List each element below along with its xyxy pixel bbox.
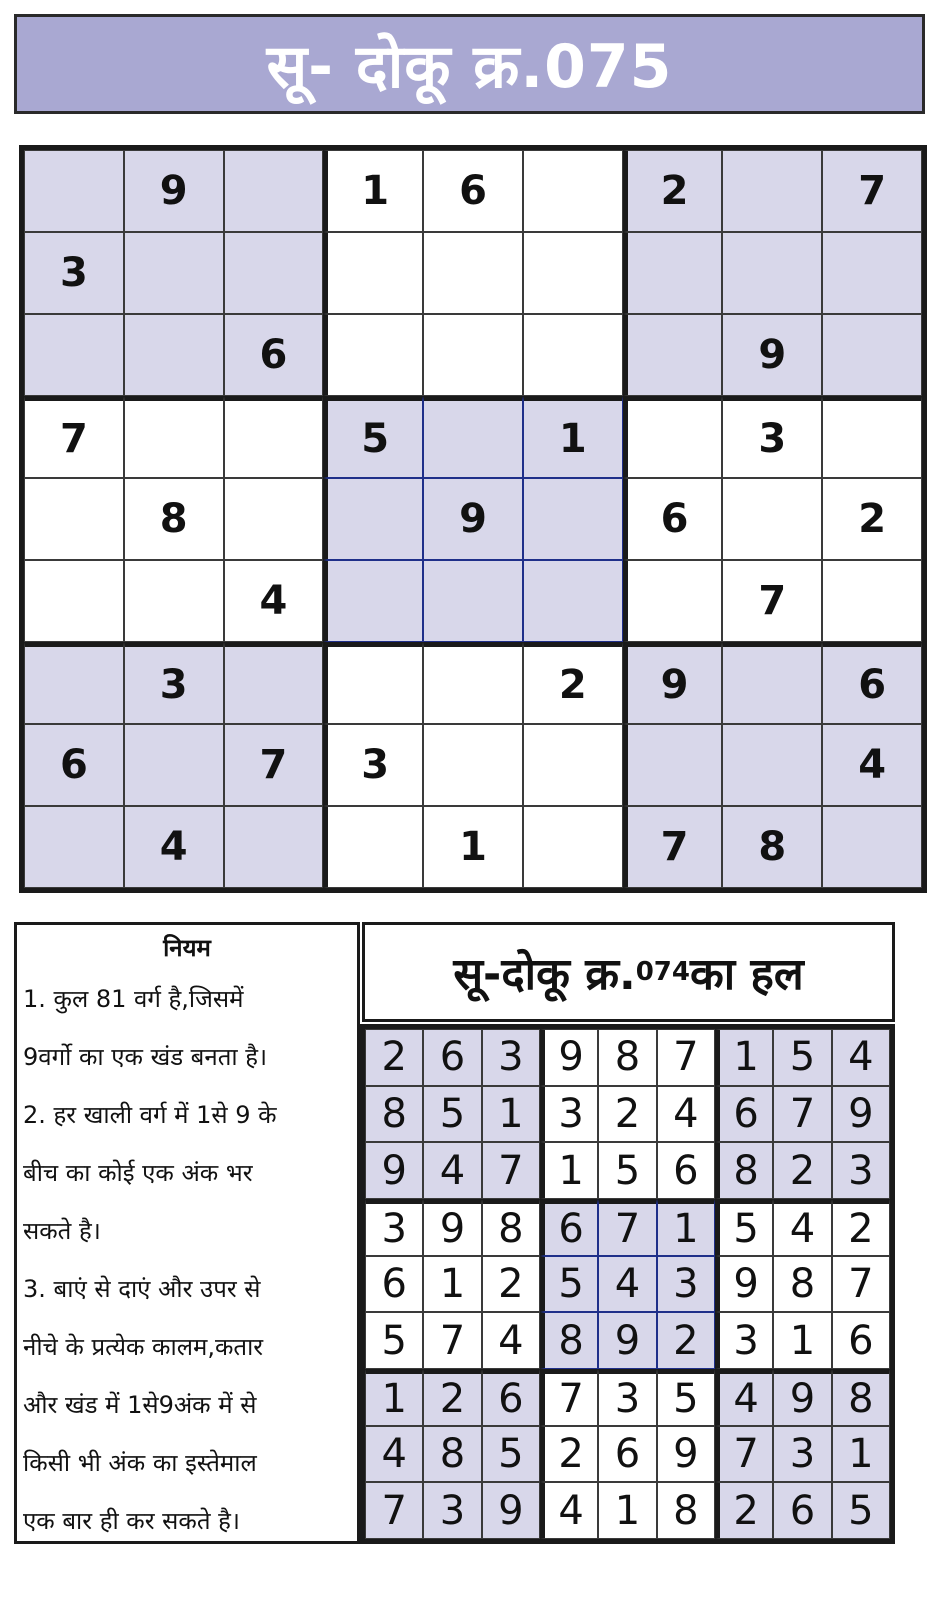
- puzzle-cell[interactable]: 7: [24, 396, 124, 478]
- solution-cell: 6: [540, 1199, 598, 1256]
- puzzle-title: सू- दोकू क्र.075: [266, 32, 673, 102]
- solution-cell: 2: [715, 1482, 773, 1539]
- puzzle-cell[interactable]: 6: [423, 150, 523, 232]
- solution-cell: 1: [715, 1029, 773, 1086]
- puzzle-cell[interactable]: 7: [722, 560, 822, 642]
- puzzle-cell[interactable]: 1: [323, 150, 423, 232]
- puzzle-cell[interactable]: 6: [822, 642, 922, 724]
- puzzle-cell[interactable]: 3: [323, 724, 423, 806]
- solution-cell: 5: [657, 1369, 715, 1426]
- sudoku-puzzle-grid: [19, 145, 927, 893]
- puzzle-cell[interactable]: [124, 396, 224, 478]
- puzzle-cell[interactable]: [24, 478, 124, 560]
- solution-cell: 3: [657, 1256, 715, 1313]
- puzzle-cell[interactable]: [722, 642, 822, 724]
- puzzle-cell[interactable]: [822, 560, 922, 642]
- puzzle-cell[interactable]: [24, 560, 124, 642]
- puzzle-cell[interactable]: 3: [24, 232, 124, 314]
- solution-cell: 9: [832, 1086, 890, 1143]
- puzzle-cell[interactable]: [423, 724, 523, 806]
- solution-cell: 9: [423, 1199, 481, 1256]
- puzzle-cell[interactable]: [623, 232, 723, 314]
- puzzle-cell[interactable]: [323, 560, 423, 642]
- solution-cell: 8: [482, 1199, 540, 1256]
- puzzle-cell[interactable]: 7: [822, 150, 922, 232]
- puzzle-cell[interactable]: [24, 314, 124, 396]
- solution-cell: 1: [540, 1142, 598, 1199]
- solution-cell: 2: [773, 1142, 831, 1199]
- puzzle-cell[interactable]: [224, 396, 324, 478]
- puzzle-cell[interactable]: [224, 642, 324, 724]
- solution-cell: 1: [773, 1312, 831, 1369]
- solution-cell: 9: [482, 1482, 540, 1539]
- solution-cell: 4: [715, 1369, 773, 1426]
- puzzle-cell[interactable]: [523, 232, 623, 314]
- solution-cell: 6: [365, 1256, 423, 1313]
- solution-cell: 4: [423, 1142, 481, 1199]
- puzzle-cell[interactable]: 9: [124, 150, 224, 232]
- solution-cell: 5: [773, 1029, 831, 1086]
- solution-cell: 7: [540, 1369, 598, 1426]
- solution-cell: 4: [657, 1086, 715, 1143]
- solution-cell: 2: [657, 1312, 715, 1369]
- solution-cell: 3: [540, 1086, 598, 1143]
- puzzle-cell[interactable]: [24, 150, 124, 232]
- solution-cell: 7: [715, 1426, 773, 1483]
- solution-cell: 8: [657, 1482, 715, 1539]
- puzzle-cell[interactable]: 9: [623, 642, 723, 724]
- solution-cell: 9: [773, 1369, 831, 1426]
- puzzle-cell[interactable]: 3: [124, 642, 224, 724]
- solution-cell: 2: [423, 1369, 481, 1426]
- rules-line: 2. हर खाली वर्ग में 1से 9 के: [23, 1101, 277, 1129]
- solution-cell: 5: [540, 1256, 598, 1313]
- puzzle-cell[interactable]: [423, 232, 523, 314]
- puzzle-cell[interactable]: [323, 478, 423, 560]
- solution-cell: 5: [365, 1312, 423, 1369]
- solution-cell: 4: [365, 1426, 423, 1483]
- rules-line: एक बार ही कर सकते है।: [23, 1507, 240, 1535]
- puzzle-cell[interactable]: 1: [423, 806, 523, 888]
- solution-cell: 3: [832, 1142, 890, 1199]
- rules-line: 1. कुल 81 वर्ग है,जिसमें: [23, 985, 244, 1013]
- puzzle-cell[interactable]: [423, 396, 523, 478]
- solution-cell: 8: [832, 1369, 890, 1426]
- puzzle-cell[interactable]: 3: [722, 396, 822, 478]
- puzzle-cell[interactable]: 2: [623, 150, 723, 232]
- puzzle-cell[interactable]: 2: [822, 478, 922, 560]
- puzzle-cell[interactable]: 6: [24, 724, 124, 806]
- rules-line: 9वर्गो का एक खंड बनता है।: [23, 1043, 268, 1071]
- puzzle-cell[interactable]: [822, 806, 922, 888]
- solution-cell: 8: [715, 1142, 773, 1199]
- solution-cell: 4: [540, 1482, 598, 1539]
- rules-line: सकते है।: [23, 1217, 101, 1245]
- solution-cell: 9: [365, 1142, 423, 1199]
- solution-title-suffix: का हल: [689, 949, 804, 1000]
- solution-cell: 5: [482, 1426, 540, 1483]
- solution-cell: 7: [598, 1199, 656, 1256]
- puzzle-cell[interactable]: 6: [224, 314, 324, 396]
- puzzle-cell[interactable]: [523, 806, 623, 888]
- puzzle-cell[interactable]: [124, 232, 224, 314]
- solution-cell: 4: [773, 1199, 831, 1256]
- solution-cell: 9: [657, 1426, 715, 1483]
- solution-cell: 6: [715, 1086, 773, 1143]
- solution-cell: 7: [482, 1142, 540, 1199]
- rules-line: किसी भी अंक का इस्तेमाल: [23, 1449, 257, 1477]
- solution-title-prefix: सू-दोकू क्र.: [453, 949, 636, 1000]
- puzzle-cell[interactable]: [423, 560, 523, 642]
- puzzle-cell[interactable]: [523, 724, 623, 806]
- rules-line: और खंड में 1से9अंक में से: [23, 1391, 257, 1419]
- solution-cell: 2: [832, 1199, 890, 1256]
- puzzle-cell[interactable]: 1: [523, 396, 623, 478]
- puzzle-cell[interactable]: 2: [523, 642, 623, 724]
- solution-cell: 7: [657, 1029, 715, 1086]
- puzzle-cell[interactable]: [623, 396, 723, 478]
- solution-cell: 1: [657, 1199, 715, 1256]
- solution-cell: 2: [365, 1029, 423, 1086]
- puzzle-cell[interactable]: [822, 396, 922, 478]
- puzzle-cell[interactable]: [722, 150, 822, 232]
- puzzle-cell[interactable]: 7: [623, 806, 723, 888]
- solution-cell: 3: [773, 1426, 831, 1483]
- puzzle-cell[interactable]: [623, 724, 723, 806]
- solution-cell: 8: [540, 1312, 598, 1369]
- solution-cell: 7: [773, 1086, 831, 1143]
- puzzle-cell[interactable]: 7: [224, 724, 324, 806]
- puzzle-cell[interactable]: [323, 642, 423, 724]
- solution-cell: 2: [598, 1086, 656, 1143]
- solution-cell: 7: [423, 1312, 481, 1369]
- solution-cell: 7: [365, 1482, 423, 1539]
- rules-heading: नियम: [163, 933, 211, 962]
- solution-cell: 9: [598, 1312, 656, 1369]
- puzzle-cell[interactable]: 9: [423, 478, 523, 560]
- solution-cell: 8: [773, 1256, 831, 1313]
- puzzle-cell[interactable]: [124, 560, 224, 642]
- solution-cell: 9: [715, 1256, 773, 1313]
- solution-cell: 6: [482, 1369, 540, 1426]
- puzzle-cell[interactable]: [224, 150, 324, 232]
- solution-cell: 6: [773, 1482, 831, 1539]
- puzzle-cell[interactable]: [623, 560, 723, 642]
- solution-cell: 8: [598, 1029, 656, 1086]
- solution-title-number: 074: [635, 957, 690, 987]
- solution-cell: 9: [540, 1029, 598, 1086]
- puzzle-cell[interactable]: 4: [124, 806, 224, 888]
- solution-title: [362, 922, 895, 1022]
- puzzle-cell[interactable]: 4: [822, 724, 922, 806]
- puzzle-cell[interactable]: [224, 806, 324, 888]
- puzzle-cell[interactable]: [224, 478, 324, 560]
- puzzle-cell[interactable]: 5: [323, 396, 423, 478]
- puzzle-cell[interactable]: [323, 314, 423, 396]
- solution-cell: 4: [832, 1029, 890, 1086]
- puzzle-cell[interactable]: [224, 232, 324, 314]
- puzzle-cell[interactable]: [24, 806, 124, 888]
- solution-cell: 8: [423, 1426, 481, 1483]
- rules-line: बीच का कोई एक अंक भर: [23, 1159, 253, 1187]
- puzzle-cell[interactable]: 4: [224, 560, 324, 642]
- solution-cell: 1: [832, 1426, 890, 1483]
- puzzle-cell[interactable]: [722, 232, 822, 314]
- puzzle-cell[interactable]: [323, 232, 423, 314]
- puzzle-cell[interactable]: [323, 806, 423, 888]
- puzzle-cell[interactable]: 6: [623, 478, 723, 560]
- puzzle-cell[interactable]: [423, 642, 523, 724]
- puzzle-cell[interactable]: [124, 314, 224, 396]
- puzzle-cell[interactable]: [24, 642, 124, 724]
- solution-cell: 5: [598, 1142, 656, 1199]
- rules-panel: [14, 922, 360, 1544]
- puzzle-title-bar: [14, 14, 925, 114]
- solution-cell: 3: [598, 1369, 656, 1426]
- sudoku-solution-grid: [360, 1024, 895, 1544]
- puzzle-cell[interactable]: [423, 314, 523, 396]
- solution-cell: 2: [482, 1256, 540, 1313]
- solution-cell: 5: [715, 1199, 773, 1256]
- puzzle-cell[interactable]: 8: [124, 478, 224, 560]
- solution-cell: 7: [832, 1256, 890, 1313]
- solution-cell: 6: [657, 1142, 715, 1199]
- solution-cell: 5: [423, 1086, 481, 1143]
- solution-cell: 4: [482, 1312, 540, 1369]
- solution-cell: 2: [540, 1426, 598, 1483]
- rules-line: नीचे के प्रत्येक कालम,कतार: [23, 1333, 264, 1361]
- solution-cell: 1: [423, 1256, 481, 1313]
- solution-cell: 8: [365, 1086, 423, 1143]
- puzzle-cell[interactable]: [523, 314, 623, 396]
- puzzle-cell[interactable]: [124, 724, 224, 806]
- puzzle-cell[interactable]: 9: [722, 314, 822, 396]
- solution-cell: 6: [832, 1312, 890, 1369]
- solution-cell: 3: [482, 1029, 540, 1086]
- solution-cell: 5: [832, 1482, 890, 1539]
- puzzle-cell[interactable]: [722, 478, 822, 560]
- puzzle-cell[interactable]: 8: [722, 806, 822, 888]
- puzzle-cell[interactable]: [822, 314, 922, 396]
- puzzle-cell[interactable]: [722, 724, 822, 806]
- solution-cell: 1: [365, 1369, 423, 1426]
- solution-cell: 3: [715, 1312, 773, 1369]
- rules-line: 3. बाएं से दाएं और उपर से: [23, 1275, 261, 1303]
- puzzle-cell[interactable]: [523, 150, 623, 232]
- solution-cell: 3: [423, 1482, 481, 1539]
- puzzle-cell[interactable]: [523, 478, 623, 560]
- solution-cell: 6: [598, 1426, 656, 1483]
- solution-cell: 6: [423, 1029, 481, 1086]
- solution-cell: 4: [598, 1256, 656, 1313]
- puzzle-cell[interactable]: [523, 560, 623, 642]
- solution-cell: 1: [598, 1482, 656, 1539]
- solution-cell: 1: [482, 1086, 540, 1143]
- solution-cell: 3: [365, 1199, 423, 1256]
- puzzle-cell[interactable]: [623, 314, 723, 396]
- puzzle-cell[interactable]: [822, 232, 922, 314]
